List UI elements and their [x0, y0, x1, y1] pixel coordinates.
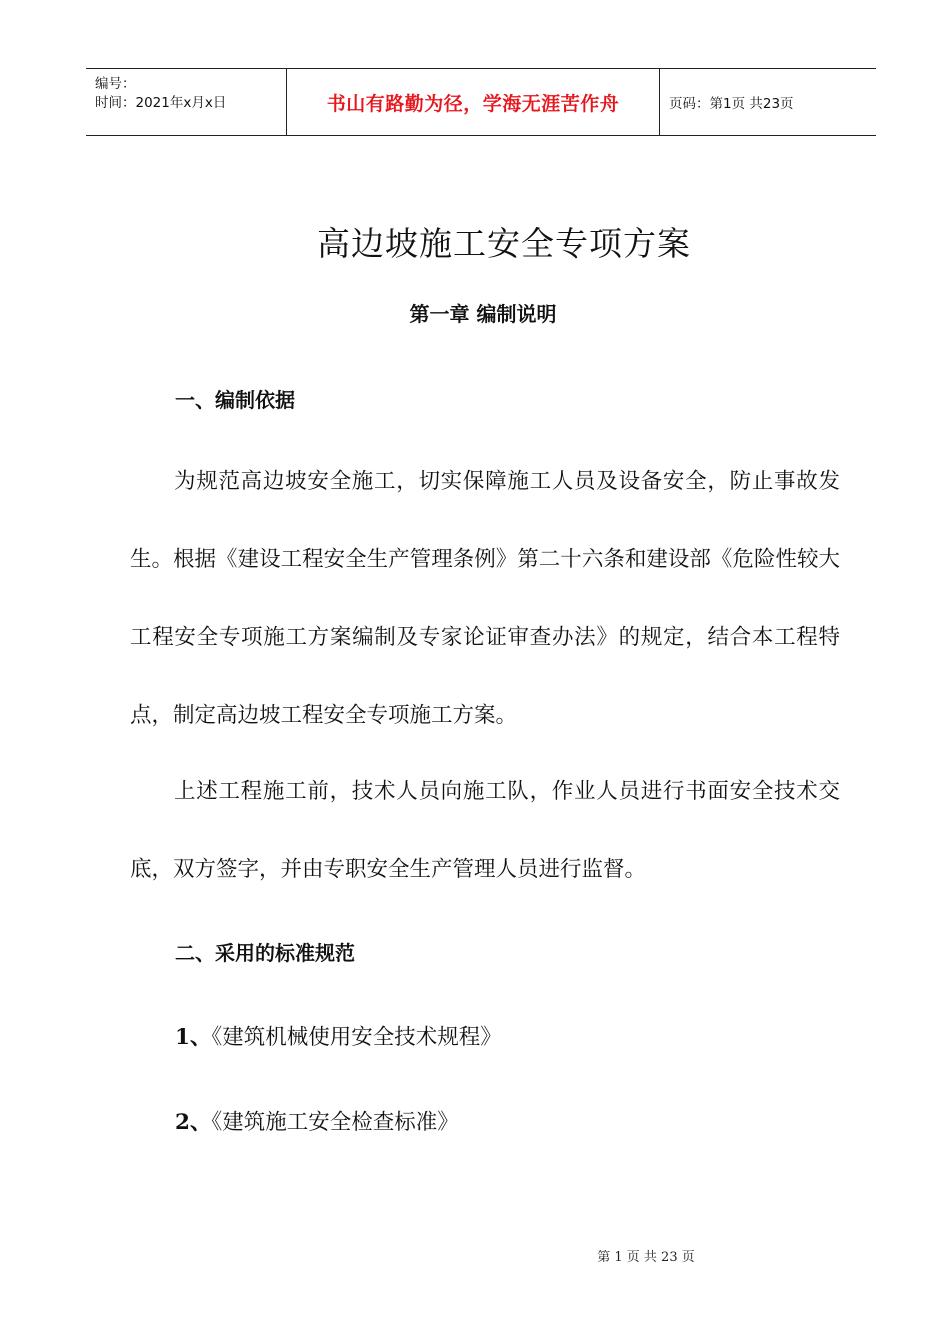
paragraph-basis: 为规范高边坡安全施工，切实保障施工人员及设备安全，防止事故发生。根据《建设工程安全生产管理条例》第二十六条和建设部《危险性较大工程安全专项施工方案编制及专家论证审查办法》的规定，结合本工程特点，制定高边坡工程安全专项施工方案。	[130, 469, 840, 728]
document-title: 高边坡施工安全专项方案	[317, 224, 691, 263]
list-item	[175, 1020, 502, 1051]
section-heading-standards: 二、采用的标准规范	[175, 941, 355, 965]
number-label: 编号：	[95, 76, 136, 92]
list-item	[175, 1105, 459, 1136]
chapter-heading: 第一章 编制说明	[409, 302, 557, 326]
header-meta-cell	[86, 69, 287, 135]
time-label: 时间：2021年x月x日	[95, 95, 227, 111]
motto-text: 书山有路勤为径，学海无涯苦作舟	[326, 92, 620, 115]
header-page-cell	[660, 69, 876, 135]
header-page-info: 页码：第1页 共23页	[669, 96, 794, 112]
header-table	[86, 68, 876, 136]
page-footer: 第 1 页 共 23 页	[597, 1250, 695, 1265]
list-item-number: 1、	[175, 1025, 212, 1050]
list-item-text: 《建筑机械使用安全技术规程》	[211, 1025, 502, 1050]
section-heading-basis: 一、编制依据	[175, 388, 295, 412]
paragraph-disclosure: 上述工程施工前，技术人员向施工队，作业人员进行书面安全技术交底，双方签字，并由专职安全生产管理人员进行监督。	[130, 779, 840, 882]
header-motto-cell	[287, 69, 660, 135]
list-item-text: 《建筑施工安全检查标准》	[211, 1110, 459, 1135]
list-item-number: 2、	[175, 1110, 212, 1135]
